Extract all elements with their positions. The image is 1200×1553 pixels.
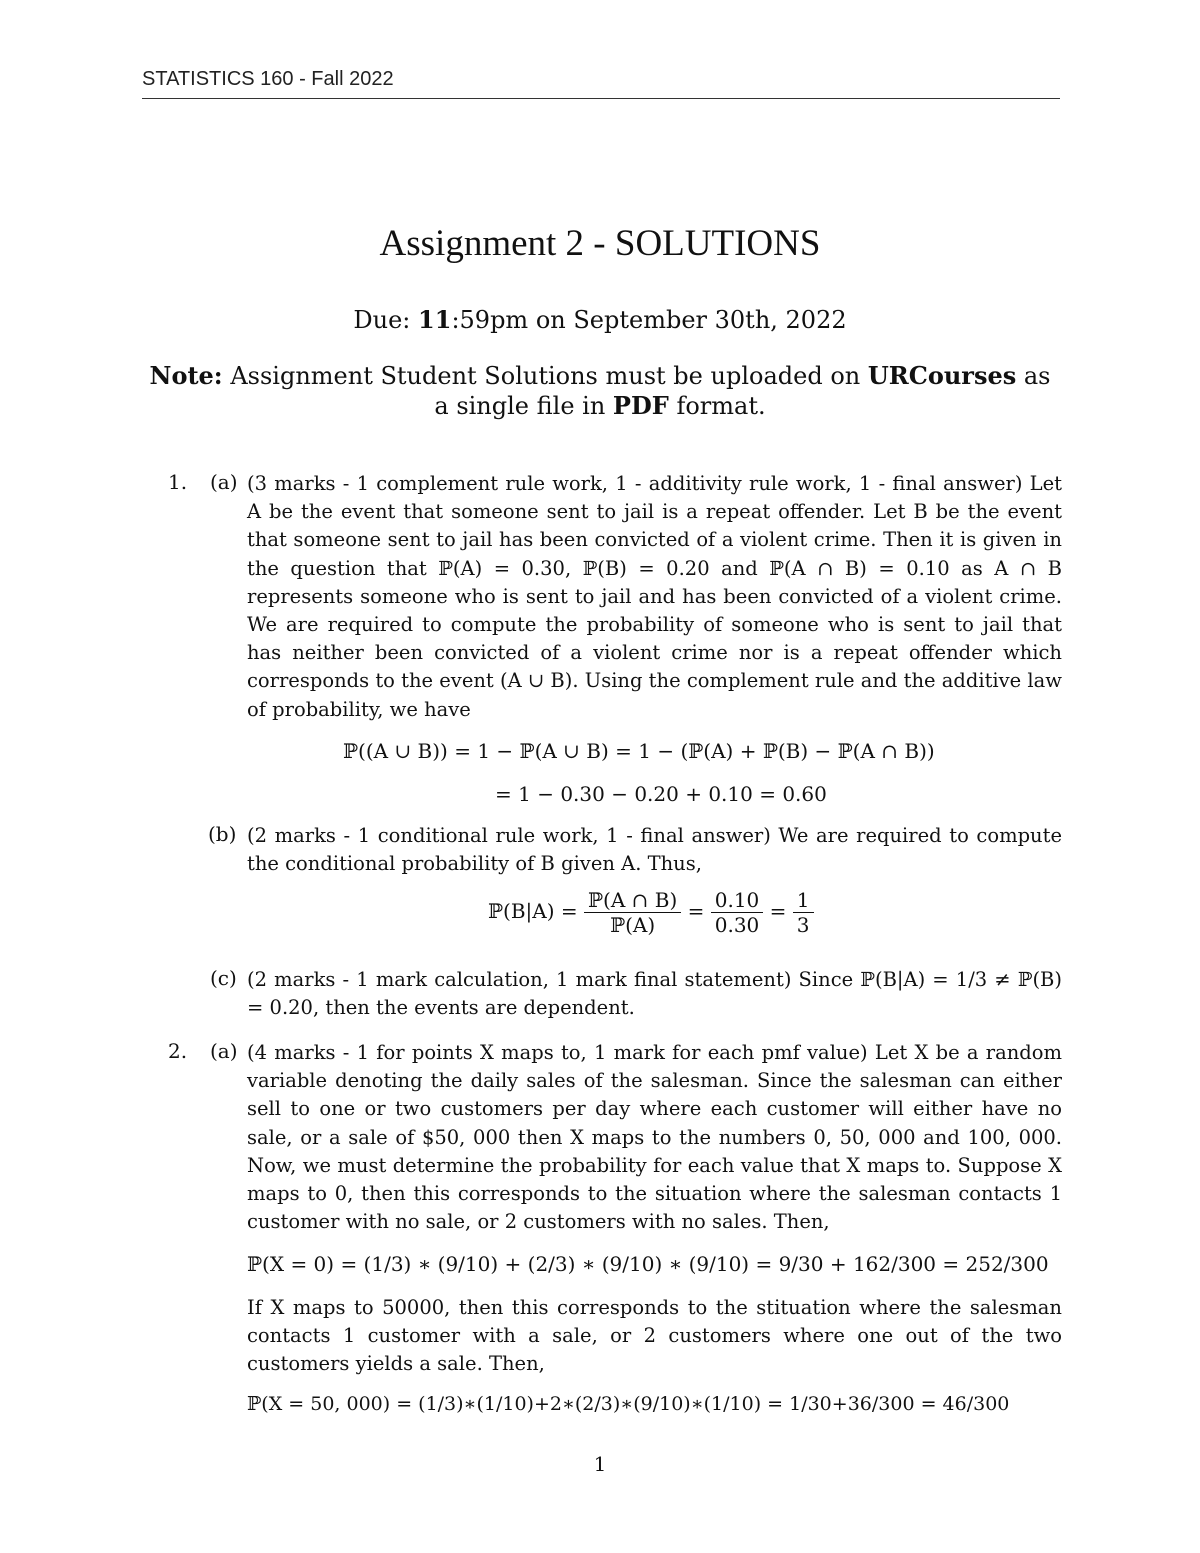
q1c-label: (c) xyxy=(210,966,237,990)
q1b-equation xyxy=(488,888,814,937)
q2a-text-1: (4 marks - 1 for points X maps to, 1 mark for each pmf value) Let X be a random variable denoting the daily sales of the salesman. Since the salesman can either sell to one or two customers per day where each customer will either have no sale, or a sale of $50, 000 then X maps to the numbers 0, 50, 000 and 100, 000. Now, we must determine the probability for each value that X maps to. Suppose X maps to 0, then this corresponds to the situation where the salesman contacts 1 customer with no sale, or 2 customers with no sales. Then, xyxy=(247,1041,1062,1234)
running-header: STATISTICS 160 - Fall 2022 xyxy=(142,68,394,90)
note-text-4: format. xyxy=(676,392,766,420)
q1a-equation-1: ℙ((A ∪ B)) = 1 − ℙ(A ∪ B) = 1 − (ℙ(A) + ℙ(B) − ℙ(A ∩ B)) xyxy=(343,739,935,763)
page-title: Assignment 2 - SOLUTIONS xyxy=(379,223,821,264)
q1a-equation-2: = 1 − 0.30 − 0.20 + 0.10 = 0.60 xyxy=(495,782,827,806)
q1b-label: (b) xyxy=(208,822,237,846)
q2a-label: (a) xyxy=(210,1039,238,1063)
q1b-fraction-1: $\frac{\text{ℙ(A ∩ B)}}{\text{ℙ(A)}}$ xyxy=(584,888,681,937)
q1a-label: (a) xyxy=(210,470,238,494)
q1b-fraction-3: $\frac{1}{3}$ xyxy=(793,888,814,937)
note-block xyxy=(0,361,1200,421)
note-urcourses: URCourses xyxy=(867,361,1017,390)
due-line xyxy=(0,305,1200,334)
q1b-fraction-2: $\frac{0.10}{0.30}$ xyxy=(711,888,764,937)
q1b-eq-sign: = xyxy=(769,899,787,923)
q1b-eq-sign: = xyxy=(687,899,705,923)
note-label: Note: xyxy=(149,361,223,390)
page-number: 1 xyxy=(593,1452,607,1476)
note-text-1: Assignment Student Solutions must be uploaded on xyxy=(230,362,861,390)
note-text-3: a single file in xyxy=(434,392,606,420)
q2a-text-2: If X maps to 50000, then this corresponds to the stituation where the salesman contacts 1 customer with a sale, or 2 customers where one out of the two customers yields a sale. Then, xyxy=(247,1296,1062,1376)
header-rule xyxy=(142,98,1060,99)
question-2-number: 2. xyxy=(168,1039,188,1063)
due-time: 11 xyxy=(418,305,452,334)
note-pdf: PDF xyxy=(612,391,669,420)
question-1-number: 1. xyxy=(168,470,188,494)
q2a-equation-2: ℙ(X = 50, 000) = (1/3)∗(1/10)+2∗(2/3)∗(9/10)∗(1/10) = 1/30+36/300 = 46/300 xyxy=(247,1393,1010,1415)
note-text-2: as xyxy=(1023,362,1051,390)
q2a-equation-1: ℙ(X = 0) = (1/3) ∗ (9/10) + (2/3) ∗ (9/10) ∗ (9/10) = 9/30 + 162/300 = 252/300 xyxy=(247,1252,1049,1276)
q1c-text: (2 marks - 1 mark calculation, 1 mark final statement) Since ℙ(B|A) = 1/3 ≠ ℙ(B) = 0.20, then the events are dependent. xyxy=(247,968,1062,1020)
due-rest: :59pm on September 30th, 2022 xyxy=(451,306,847,334)
q1b-eq-lhs: ℙ(B|A) = xyxy=(488,899,578,923)
due-label: Due: xyxy=(353,306,411,334)
q1a-text: (3 marks - 1 complement rule work, 1 - additivity rule work, 1 - final answer) Let A be the event that someone sent to jail is a repeat offender. Let B be the event that someone sent to jail has been convicted of a violent crime. Then it is given in the question that ℙ(A) = 0.30, ℙ(B) = 0.20 and ℙ(A ∩ B) = 0.10 as A ∩ B represents someone who is sent to jail and has been convicted of a violent crime. We are required to compute the probability of someone who is sent to jail that has neither been convicted of a violent crime nor is a repeat offender which corresponds to the event (A ∪ B). Using the complement rule and the additive law of probability, we have xyxy=(247,472,1062,721)
q1b-text: (2 marks - 1 conditional rule work, 1 - final answer) We are required to compute the conditional probability of B given A. Thus, xyxy=(247,824,1062,876)
